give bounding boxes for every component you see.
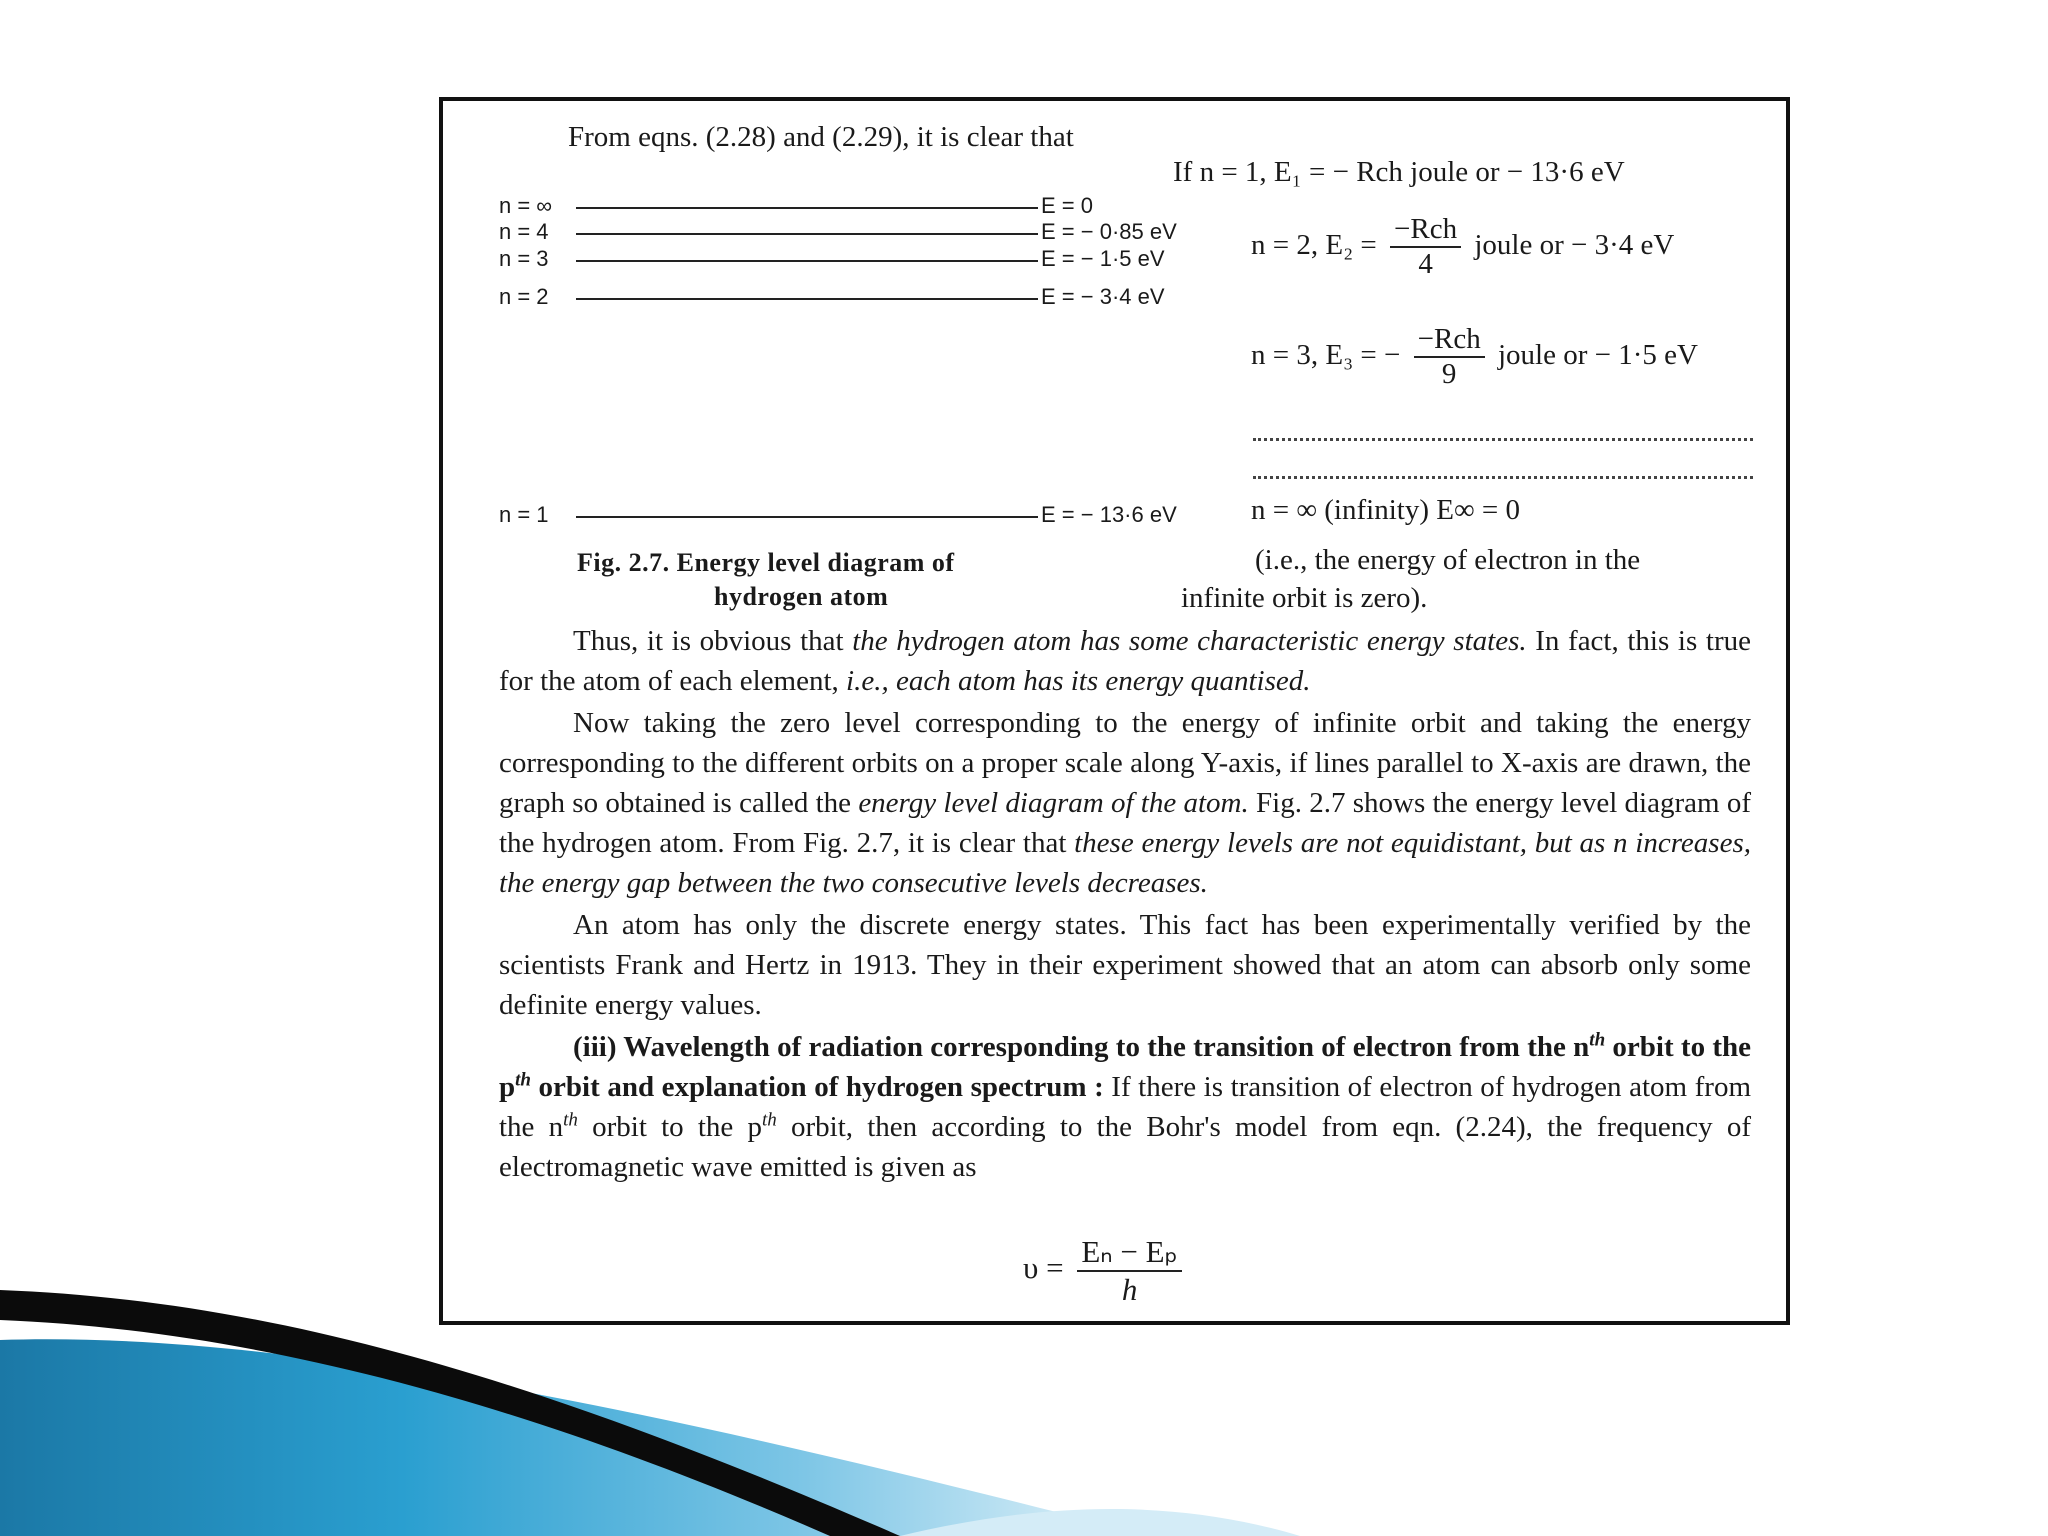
equation-n2-numerator: −Rch <box>1390 213 1461 248</box>
p1-text-a: Thus, it is obvious that <box>573 625 853 657</box>
frequency-equation-numerator: Eₙ − Eₚ <box>1077 1234 1181 1272</box>
equation-n2-lhs: n = 2, E₂ = <box>1251 229 1377 261</box>
level-label-n2: n = 2 <box>499 284 549 309</box>
paragraph-frank-hertz: An atom has only the discrete energy states. This fact has been experimentally verified by the scientists Frank and Hertz in 1913. They in their experiment showed that an atom can absorb only some definite energy values. <box>499 909 1751 1021</box>
p2-text-c: Fig. 2.7 shows the energy level diagram of the hydrogen atom. From Fig. 2.7, it is clear that <box>499 787 1751 859</box>
equation-n2-fraction <box>1390 213 1461 282</box>
equation-n2-denominator: 4 <box>1418 248 1433 281</box>
equation-n1: If n = 1, E₁ = − Rch joule or − 13·6 eV <box>1173 156 1625 188</box>
level-energy-n-inf: E = 0 <box>1041 193 1093 218</box>
equation-n3-lhs: n = 3, E₃ = − <box>1251 339 1401 371</box>
dotted-line-1 <box>1253 438 1753 441</box>
figure-caption-line1: Fig. 2.7. Energy level diagram of <box>577 548 955 577</box>
level-line-n-inf <box>576 207 1038 209</box>
level-label-n4: n = 4 <box>499 219 549 244</box>
intro-sentence: From eqns. (2.28) and (2.29), it is clear that <box>568 121 1074 153</box>
scanned-textbook-page <box>439 97 1790 1325</box>
p2-text-a: Now taking the zero level corresponding to the energy of infinite orbit and taking the energy corresponding to the different orbits on a proper scale along Y-axis, if lines parallel to X-axis are drawn, the graph so obtained is called the <box>499 707 1751 819</box>
equation-n3-fraction <box>1414 323 1485 392</box>
equation-n3-denominator: 9 <box>1441 358 1457 391</box>
frequency-equation-denominator: h <box>1121 1271 1138 1307</box>
equation-n3 <box>1251 323 1698 392</box>
p4-bold-1: (iii) Wavelength of radiation corresponding to the transition of electron from the n <box>573 1031 1590 1063</box>
frequency-equation-fraction <box>1077 1234 1181 1307</box>
equation-n2-rhs: joule or − 3·4 eV <box>1474 229 1675 261</box>
equation-n2 <box>1251 213 1674 282</box>
p4-sup-2: th <box>515 1069 531 1091</box>
figure-caption-line2: hydrogen atom <box>714 582 889 611</box>
p4-text-2: orbit to the p <box>577 1111 762 1143</box>
level-line-n1 <box>576 516 1038 518</box>
p4-text-1: If there is transition of electron of hydrogen atom from the n <box>499 1071 1752 1143</box>
infinite-orbit-note <box>1181 541 1640 617</box>
p4-bold-2: orbit to the p <box>499 1031 1752 1103</box>
decorative-swoosh <box>0 1290 1300 1536</box>
p4-sup-3: th <box>563 1109 578 1131</box>
level-energy-n1: E = − 13·6 eV <box>1041 502 1177 527</box>
level-line-n2 <box>576 298 1038 300</box>
dotted-line-2 <box>1253 476 1753 479</box>
p4-sup-1: th <box>1589 1029 1606 1051</box>
frequency-equation-lhs: υ = <box>1023 1249 1064 1285</box>
p1-italic-d: i.e., each atom has its energy quantised. <box>846 665 1311 697</box>
p2-italic-d: these energy levels are not equidistant, but as n increases, the energy gap between the two consecutive levels decreases. <box>499 827 1752 899</box>
infinite-orbit-note-line1: (i.e., the energy of electron in the <box>1255 544 1641 576</box>
paragraph-energy-level-diagram <box>499 703 1751 903</box>
p4-bold-3: orbit and explanation of hydrogen spectrum : <box>531 1071 1104 1103</box>
infinite-orbit-note-line2: infinite orbit is zero). <box>1181 582 1428 614</box>
frequency-equation <box>1023 1234 1188 1307</box>
figure-caption <box>577 546 955 614</box>
level-label-n-inf: n = ∞ <box>499 193 552 218</box>
p1-italic-b: the hydrogen atom has some characteristic energy states. <box>852 625 1527 657</box>
level-energy-n2: E = − 3·4 eV <box>1041 284 1165 309</box>
p2-italic-b: energy level diagram of the atom. <box>858 787 1249 819</box>
p4-sup-4: th <box>762 1109 777 1131</box>
level-label-n3: n = 3 <box>499 246 549 271</box>
equation-n3-numerator: −Rch <box>1414 323 1485 358</box>
level-energy-n3: E = − 1·5 eV <box>1041 246 1165 271</box>
p1-text-c: In fact, this is true for the atom of each element, <box>499 625 1751 697</box>
equation-n3-rhs: joule or − 1·5 eV <box>1497 339 1698 371</box>
body-text <box>499 621 1751 1189</box>
paragraph-characteristic-states <box>499 621 1751 701</box>
level-line-n3 <box>576 260 1038 262</box>
level-energy-n4: E = − 0·85 eV <box>1041 219 1177 244</box>
paragraph-wavelength-transition <box>499 1027 1751 1187</box>
level-label-n1: n = 1 <box>499 502 549 527</box>
p4-text-3: orbit, then according to the Bohr's model from eqn. (2.24), the frequency of electromagnetic wave emitted is given as <box>499 1111 1751 1183</box>
equation-n-infinity: n = ∞ (infinity) E∞ = 0 <box>1251 494 1520 526</box>
level-line-n4 <box>576 233 1038 235</box>
